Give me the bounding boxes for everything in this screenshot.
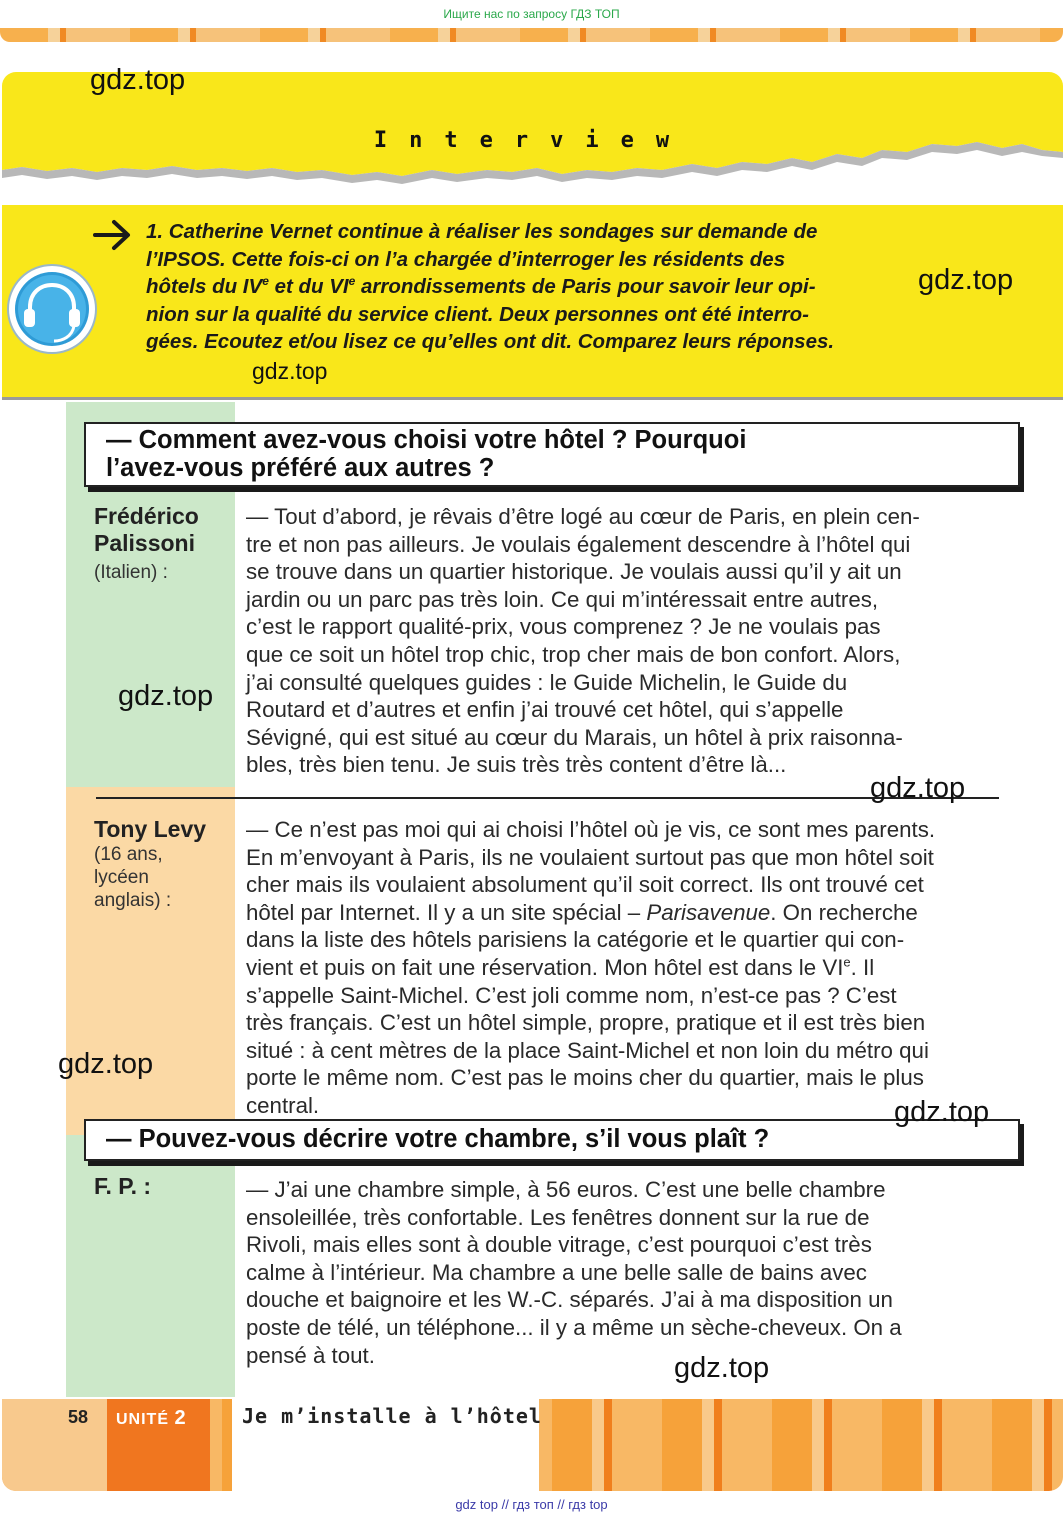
top-decorative-stripes: [0, 28, 1063, 42]
section-divider: [96, 797, 999, 799]
headphones-audio-icon[interactable]: [6, 263, 98, 355]
speaker-tony: Tony Levy (16 ans, lycéen anglais) :: [94, 816, 207, 911]
instruction-text: 1. Catherine Vernet continue à réaliser les sondages sur demande de l’IPSOS. Cette fois-ci on l’a chargée d’interroger les résidents des hôtels du IVe et du VIe arrondissements de Paris pour savoir leur opi- nion sur la qualité du service client. Deux personnes ont été interro- gées. Ecoutez et/ou lisez ce qu’elles ont dit. Comparez leurs réponses.: [146, 220, 835, 353]
watermark: gdz.top: [674, 1352, 770, 1384]
page-number: 58: [68, 1407, 89, 1427]
watermark: gdz.top: [870, 772, 966, 804]
interview-title: Interview: [373, 128, 692, 153]
chapter-title: Je m’installe à l’hôtel: [242, 1404, 542, 1428]
watermark: gdz.top: [918, 264, 1014, 296]
watermark: gdz.top: [118, 680, 214, 712]
question-box-2: — Pouvez-vous décrire votre chambre, s’il vous plaît ?: [84, 1119, 1020, 1161]
watermark: gdz.top: [58, 1048, 154, 1080]
top-watermark-note: Ищите нас по запросу ГДЗ ТОП: [443, 7, 620, 21]
speaker-fp: F. P. :: [94, 1173, 152, 1199]
arrow-right-icon: [92, 217, 136, 253]
watermark: gdz.top: [252, 358, 328, 384]
speaker-frederico: Frédérico Palissoni (Italien) :: [94, 503, 199, 583]
question-box-1: — Comment avez-vous choisi votre hôtel ? Pourquoi l’avez-vous préféré aux autres ?: [84, 422, 1020, 487]
bottom-watermark-note: gdz top // гдз топ // гдз top: [455, 1497, 608, 1512]
unit-label: UNITÉ 2: [116, 1407, 187, 1429]
answer-tony: — Ce n’est pas moi qui ai choisi l’hôtel où je vis, ce sont mes parents. En m’envoyant à Paris, ils ne voulaient surtout pas que mon hôtel soit cher mais ils voulaient absolument qu’il soit correct. Ils ont trouvé cet hôtel par Internet. Il y a un site spécial – Parisavenue. On recherche dans la liste des hôtels parisiens la catégorie et le quartier qui con- vient et puis on fait une réservation. Mon hôtel est dans le VIe. Il s’appelle Saint-Michel. C’est joli comme nom, n’est-ce pas ? C’est très français. C’est un hôtel simple, propre, pratique et il est très bien situé : à cent mètres de la place Saint-Michel et non loin du métro qui porte le même nom. C’est pas le moins cher du quartier, mais le plus central.: [246, 817, 936, 1118]
watermark: gdz.top: [894, 1096, 990, 1128]
answer-frederico: — Tout d’abord, je rêvais d’être logé au cœur de Paris, en plein cen- tre et non pas ailleurs. Je voulais également descendre à l’hôtel qui se trouve dans un quartier historique. Je voulais aussi qu’il y ait un jardin ou un parc pas très loin. Ce qui m’intéressait entre autres, c’est le rapport qualité-prix, vous comprenez ? Je ne voulais pas que ce soit un hôtel trop chic, trop cher mais de bon confort. Alors, j’ai consulté quelques guides : le Guide Michelin, le Guide du Routard et d’autres et enfin j’ai trouvé cet hôtel, qui s’appelle Sévigné, qui est situé au cœur du Marais, un hôtel à prix raisonna- bles, très bien tenu. Je suis très très content d’être là...: [246, 504, 920, 778]
watermark: gdz.top: [90, 64, 186, 96]
answer-fp: — J’ai une chambre simple, à 56 euros. C’est une belle chambre ensoleillée, très confortable. Les fenêtres donnent sur la rue de Rivoli, mais elles sont à double vitrage, c’est pourquoi c’est très calme à l’intérieur. Ma chambre a une belle salle de bains avec douche et baignoire et les W.-C. séparés. J’ai à ma disposition un poste de télé, un téléphone... il y a même un sèche-cheveux. On a pensé à tout.: [246, 1177, 902, 1368]
